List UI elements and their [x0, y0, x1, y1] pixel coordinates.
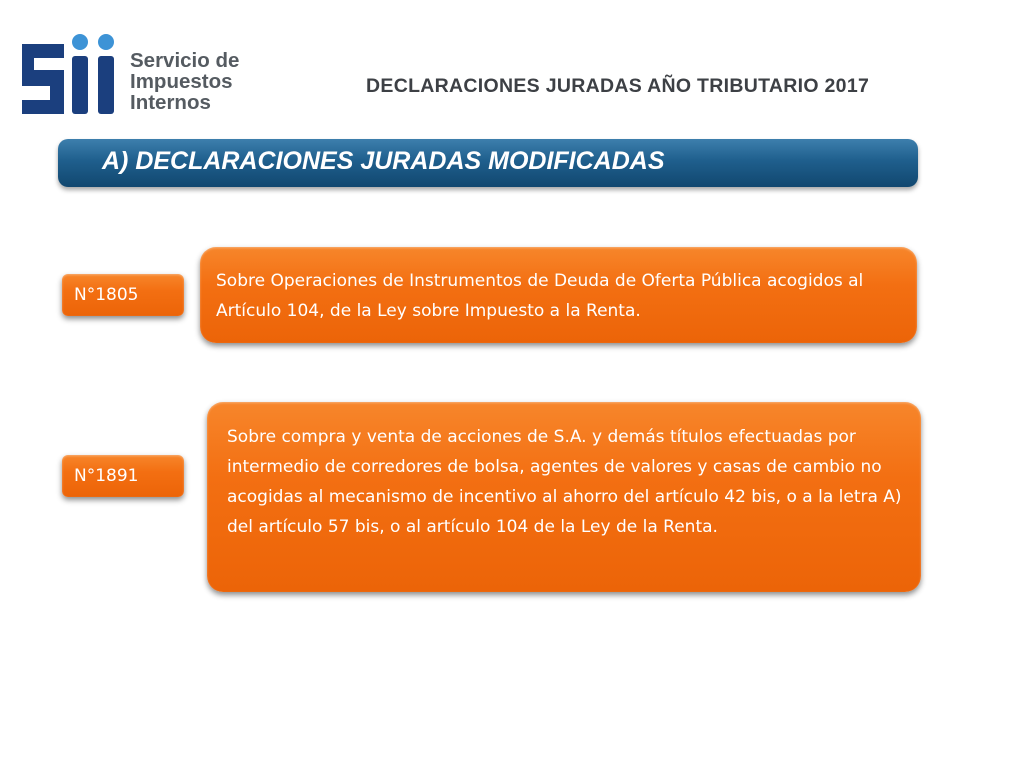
section-title: A) DECLARACIONES JURADAS MODIFICADAS [102, 147, 665, 175]
sii-logo [18, 32, 248, 122]
logo-text [130, 50, 239, 113]
page-title: DECLARACIONES JURADAS AÑO TRIBUTARIO 2017 [366, 75, 870, 97]
declaration-code-1805: N°1805 [62, 274, 184, 316]
declaration-code-1891: N°1891 [62, 455, 184, 497]
declaration-description-1891: Sobre compra y venta de acciones de S.A. y demás títulos efectuadas por intermedio de corredores de bolsa, agentes de valores y casas de cambio no acogidas al mecanismo de incentivo al ahorro del artículo 42 bis, o a la letra A) del artículo 57 bis, o al artículo 104 de la Ley de la Renta. [207, 402, 921, 592]
logo-line-2: Impuestos [130, 70, 233, 93]
logo-line-3: Internos [130, 91, 211, 114]
declaration-description-1805: Sobre Operaciones de Instrumentos de Deuda de Oferta Pública acogidos al Artículo 104, de la Ley sobre Impuesto a la Renta. [200, 247, 917, 343]
section-banner [58, 139, 918, 187]
logo-line-1: Servicio de [130, 49, 240, 72]
sii-logo-icon [18, 32, 118, 118]
